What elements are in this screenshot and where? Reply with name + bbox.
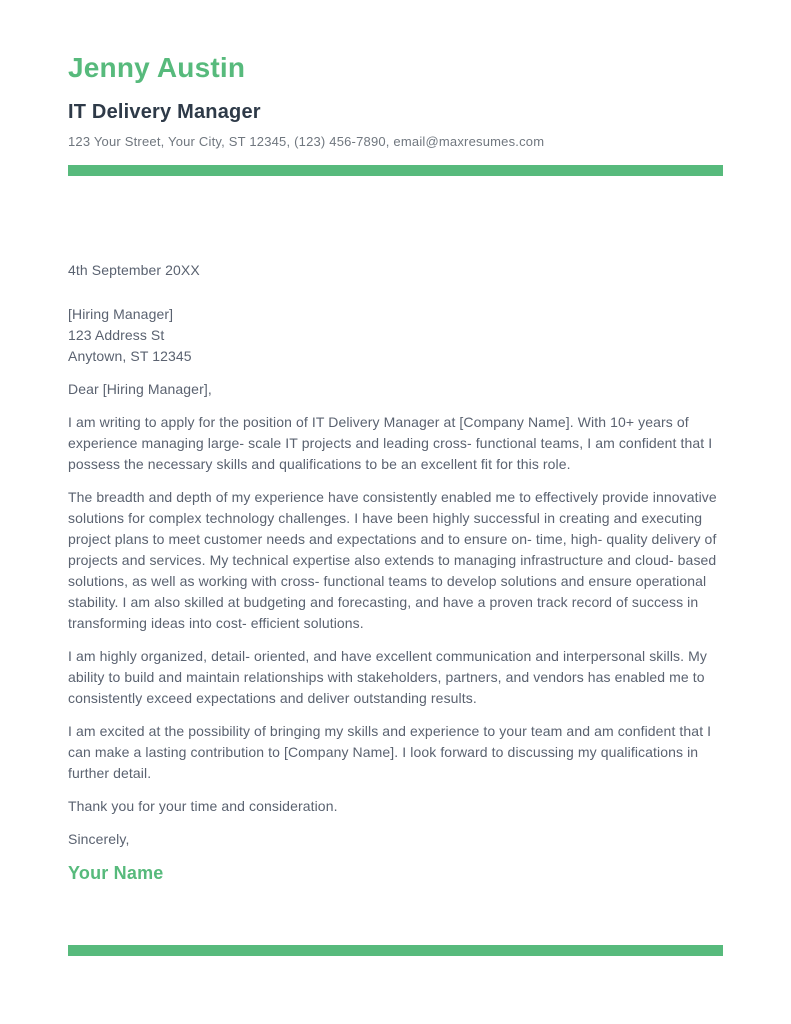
bottom-divider-bar [68,945,723,956]
body-paragraph-3: I am highly organized, detail- oriented, and have excellent communication and interpersonal skills. My ability to build and maintain relationships with stakeholders, partners, and vendors has enabled me to consistently exceed expectations and deliver outstanding results. [68,648,707,707]
thanks-line: Thank you for your time and consideration. [68,798,338,815]
candidate-name: Jenny Austin [68,52,246,83]
job-title: IT Delivery Manager [68,101,261,124]
signature-name: Your Name [68,863,164,884]
letter-header [68,52,723,149]
closing-line: Sincerely, [68,831,130,848]
body-paragraph-2: The breadth and depth of my experience have consistently enabled me to effectively provide innovative solutions for complex technology challenges. I have been highly successful in creating and executing project plans to meet customer needs and expectations and to ensure on- time, high- quality delivery of projects and services. My technical expertise also extends to managing infrastructure and cloud- based solutions, as well as working with cross- functional teams to develop solutions and ensure operational stability. I am also skilled at budgeting and forecasting, and have a proven track record of success in transforming ideas into cost- efficient solutions. [68,489,717,632]
letter-date: 4th September 20XX [68,262,200,279]
recipient-street: 123 Address St [68,327,165,344]
contact-line: 123 Your Street, Your City, ST 12345, (123) 456-7890, email@maxresumes.com [68,134,545,150]
top-divider-bar [68,165,723,176]
salutation: Dear [Hiring Manager], [68,381,212,398]
body-paragraph-1: I am writing to apply for the position of IT Delivery Manager at [Company Name]. With 10+ years of experience managing large- scale IT projects and leading cross- functional teams, I am confident that I possess the necessary skills and qualifications to be an excellent fit for this role. [68,414,713,473]
letter-body [68,260,723,884]
recipient-city: Anytown, ST 12345 [68,348,192,365]
recipient-block [68,304,723,367]
recipient-name: [Hiring Manager] [68,306,174,323]
body-paragraph-4: I am excited at the possibility of bringing my skills and experience to your team and am confident that I can make a lasting contribution to [Company Name]. I look forward to discussing my qualifications in further detail. [68,723,712,782]
